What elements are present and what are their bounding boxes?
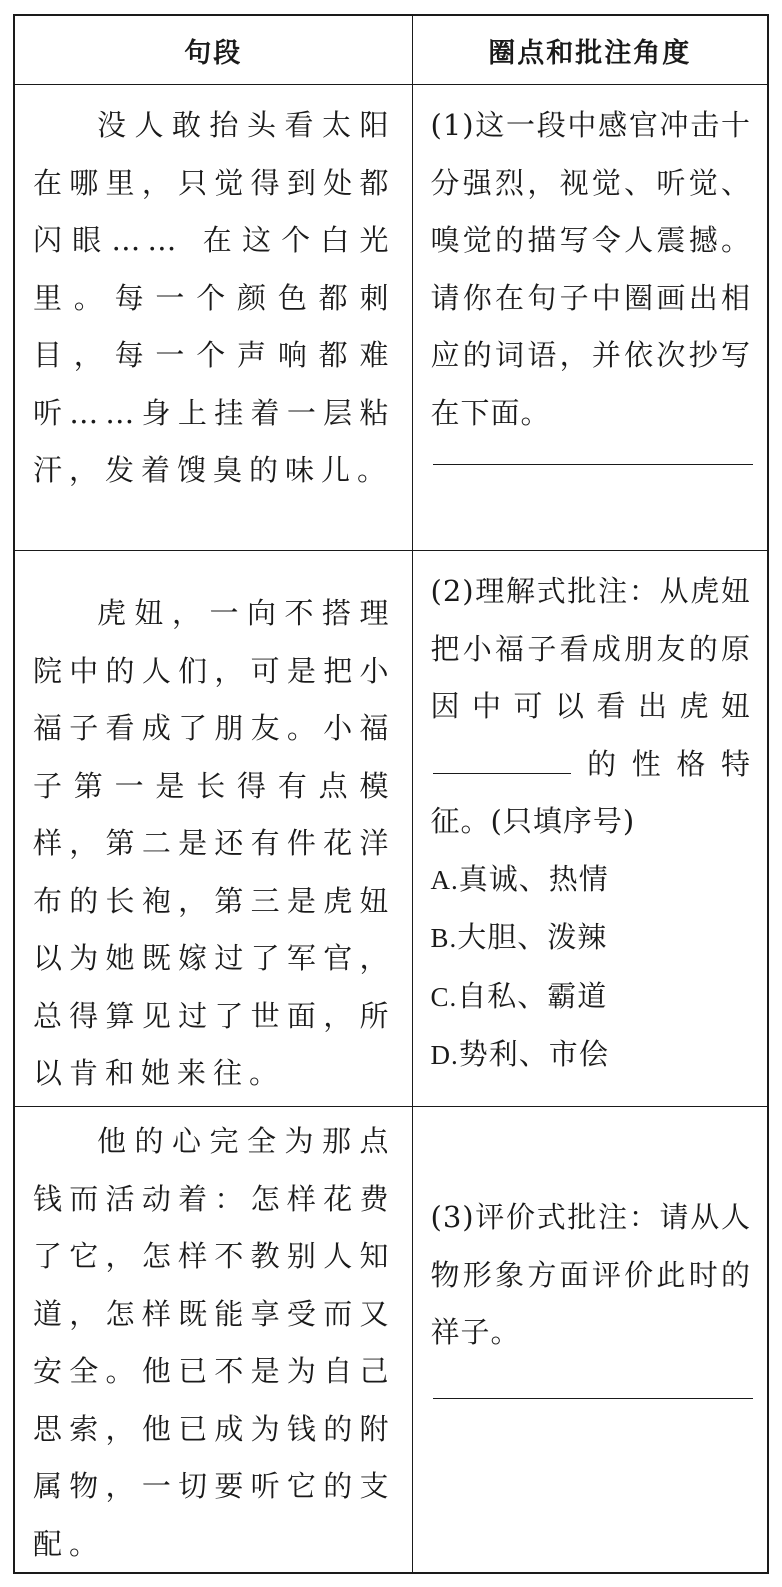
choice-letter: C.	[430, 981, 458, 1012]
annotation-table	[15, 16, 767, 1573]
fill-in-blank[interactable]	[433, 737, 571, 774]
choice-option-c[interactable]	[431, 968, 768, 1027]
choice-text: 自私、霸道	[457, 978, 608, 1013]
question-2-prompt	[413, 551, 768, 851]
prompt-cell	[412, 1107, 767, 1574]
question-1-prompt: (1)这一段中感官冲击十分强烈，视觉、听觉、嗅觉的描写令人震撼。请你在句子中圈画出相应的词语，并依次抄写在下面。	[430, 108, 751, 430]
passage-text: 没人敢抬头看太阳在哪里，只觉得到处都闪眼…… 在这个白光里。每一个颜色都刺目，每一个声响都难听……身上挂着一层粘汗，发着馊臭的味儿。	[33, 108, 396, 487]
question-3-prompt: (3)评价式批注：请从人物形象方面评价此时的祥子。	[430, 1200, 751, 1349]
header-annotation-angle: 圈点和批注角度	[412, 16, 767, 85]
answer-line-3[interactable]	[433, 1398, 754, 1399]
table-row	[15, 551, 767, 1107]
choice-options	[413, 851, 768, 1085]
answer-line-1[interactable]	[433, 464, 754, 465]
choice-option-a[interactable]	[431, 851, 768, 910]
table-row	[15, 85, 767, 551]
choice-option-b[interactable]	[431, 909, 768, 968]
passage-cell	[15, 85, 412, 551]
header-passage: 句段	[15, 16, 412, 85]
prompt-cell	[412, 85, 767, 551]
choice-letter: D.	[430, 1040, 459, 1070]
table-header-row	[15, 16, 767, 85]
question-2-prompt-lead: (2)理解式批注：从虎妞把小福子看成朋友的原因中可以看出虎妞	[430, 574, 751, 723]
choice-option-d[interactable]	[431, 1026, 768, 1085]
choice-letter: A.	[430, 864, 459, 895]
passage-cell	[15, 1107, 412, 1574]
choice-letter: B.	[430, 923, 458, 953]
annotation-table-frame	[13, 14, 769, 1574]
prompt-cell	[412, 551, 767, 1107]
choice-text: 势利、市侩	[458, 1037, 609, 1071]
passage-cell	[15, 551, 412, 1107]
choice-text: 大胆、泼辣	[457, 920, 608, 954]
table-row	[15, 1107, 767, 1574]
choice-text: 真诚、热情	[458, 861, 609, 896]
question-2-prompt-tail: 的性格特征。(只填序号)	[430, 746, 751, 838]
passage-text: 虎妞，一向不搭理院中的人们，可是把小福子看成了朋友。小福子第一是长得有点模样，第二是还有件花洋布的长袍，第三是虎妞以为她既嫁过了军官，总得算见过了世面，所以肯和她来往。	[33, 596, 396, 1090]
passage-text: 他的心完全为那点钱而活动着：怎样花费了它，怎样不教别人知道，怎样既能享受而又安全。他已不是为自己思索，他已成为钱的附属物，一切要听它的支配。	[33, 1124, 396, 1561]
